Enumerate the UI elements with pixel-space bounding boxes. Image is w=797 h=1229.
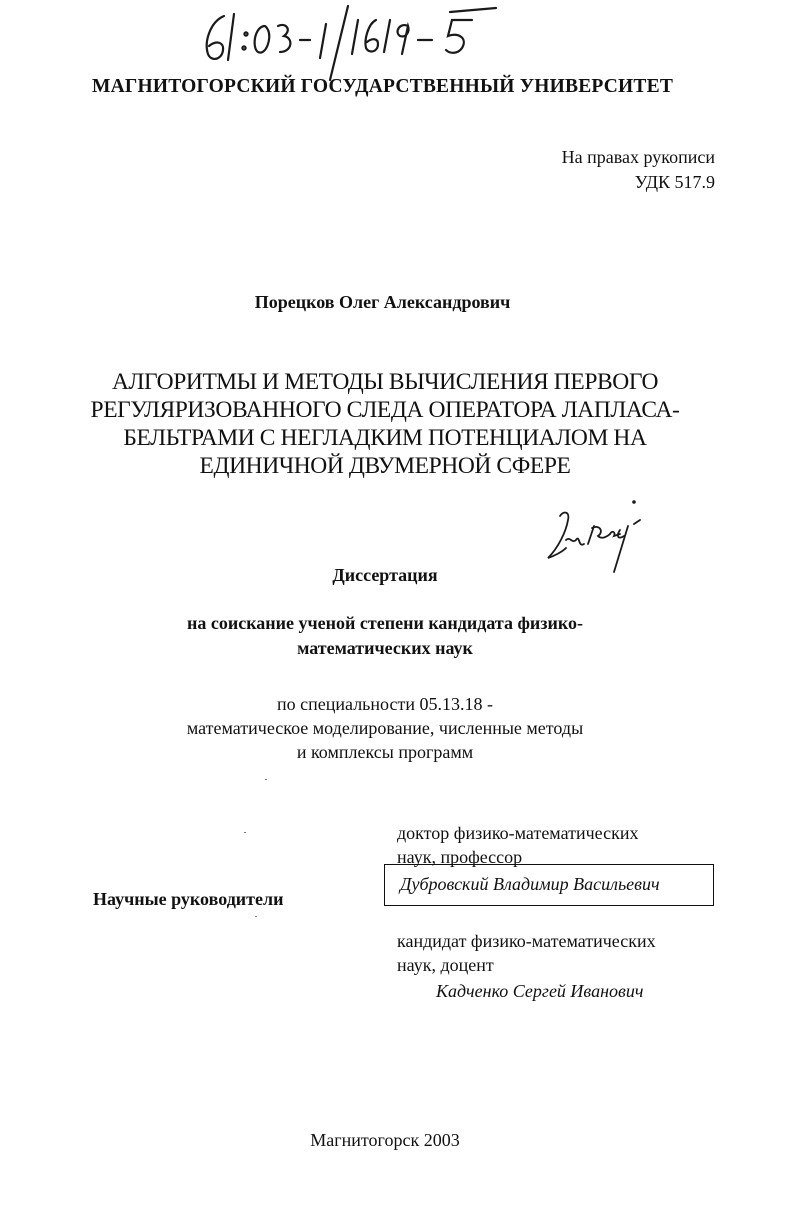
document-type: Диссертация [332, 565, 438, 585]
degree-description [40, 611, 730, 661]
specialty-line: по специальности 05.13.18 - [277, 694, 493, 714]
first-supervisor-name: Дубровский Владимир Васильевич [400, 874, 660, 894]
specialty-line: и комплексы программ [296, 742, 474, 762]
specialty-description [40, 692, 730, 764]
first-supervisor-title [397, 821, 638, 869]
scan-speck [265, 779, 267, 780]
university-name: МАГНИТОГОРСКИЙ ГОСУДАРСТВЕННЫЙ УНИВЕРСИТЕТ [91, 76, 674, 97]
city-and-year: Магнитогорск 2003 [310, 1130, 460, 1150]
title-line: ЕДИНИЧНОЙ ДВУМЕРНОЙ СФЕРЕ [199, 453, 571, 479]
author-name: Порецков Олег Александрович [254, 292, 511, 312]
dissertation-title [45, 368, 725, 480]
second-supervisor-title [397, 929, 656, 977]
udc-code: УДК 517.9 [634, 172, 715, 192]
degree-line: математических наук [297, 638, 473, 658]
handwritten-signature [540, 496, 655, 576]
manuscript-rights-note: На правах рукописи [561, 147, 715, 167]
supervisors-label: Научные руководители [93, 889, 284, 909]
supervisor-title-line: кандидат физико-математических [397, 931, 656, 951]
title-line: БЕЛЬТРАМИ С НЕГЛАДКИМ ПОТЕНЦИАЛОМ НА [123, 425, 647, 451]
rights-block [562, 145, 715, 195]
second-supervisor-name: Кадченко Сергей Иванович [436, 981, 644, 1001]
specialty-line: математическое моделирование, численные методы [186, 718, 584, 738]
supervisor-title-line: наук, доцент [397, 955, 494, 975]
supervisor-title-line: доктор физико-математических [397, 823, 639, 843]
scan-speck [244, 832, 246, 833]
supervisor-title-line: наук, профессор [397, 847, 523, 867]
title-line: АЛГОРИТМЫ И МЕТОДЫ ВЫЧИСЛЕНИЯ ПЕРВОГО [111, 369, 659, 395]
degree-line: на соискание ученой степени кандидата физико- [186, 613, 584, 633]
title-line: РЕГУЛЯРИЗОВАННОГО СЛЕДА ОПЕРАТОРА ЛАПЛАСА- [90, 397, 680, 423]
handwritten-archive-code [196, 2, 526, 82]
scan-speck [255, 916, 257, 917]
